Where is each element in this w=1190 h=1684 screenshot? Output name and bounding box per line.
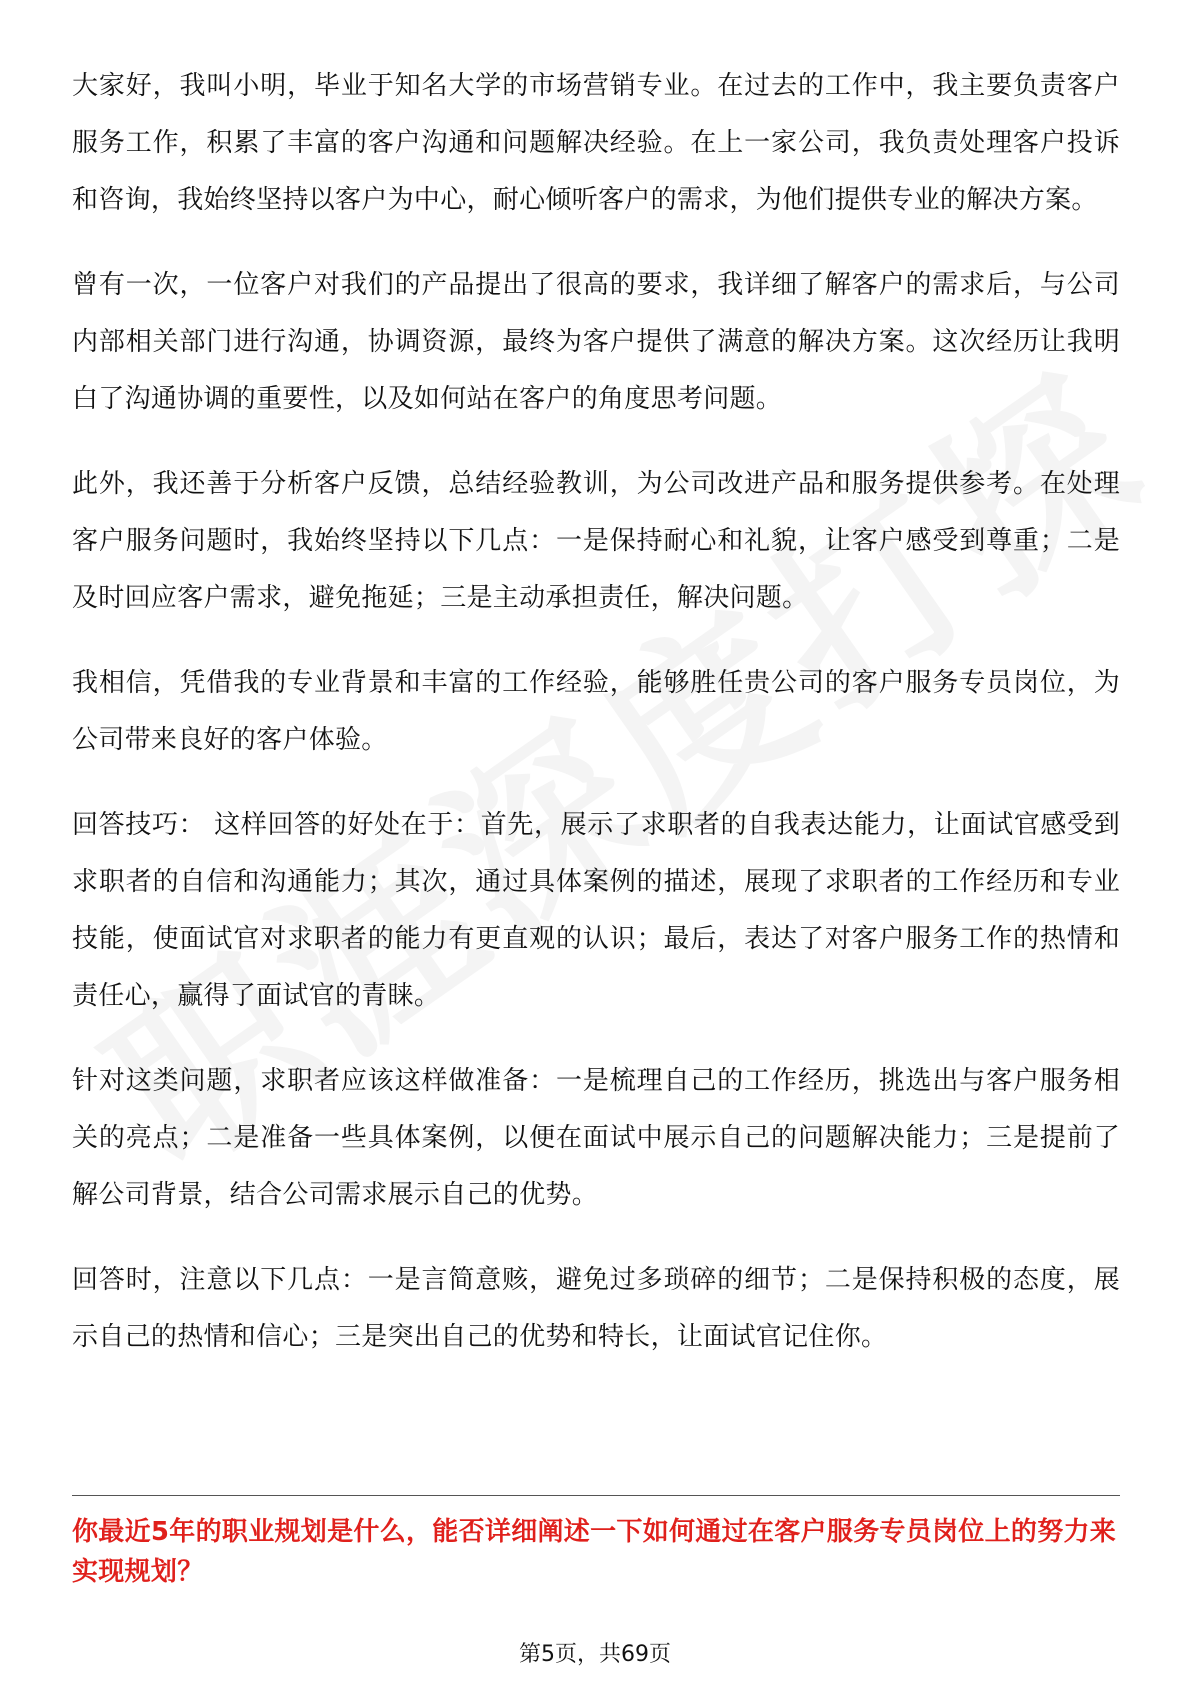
paragraph-notes: 回答时，注意以下几点：一是言简意赅，避免过多琐碎的细节；二是保持积极的态度，展示自己的热情和信心；三是突出自己的优势和特长，让面试官记住你。 [72,1265,1120,1352]
paragraph-tips: 回答技巧： 这样回答的好处在于：首先，展示了求职者的自我表达能力，让面试官感受到求职者的自信和沟通能力；其次，通过具体案例的描述，展现了求职者的工作经历和专业技能，使面试官对求职者的能力有更直观的认识；最后，表达了对客户服务工作的热情和责任心，赢得了面试官的青睐。 [72,810,1120,1011]
section-divider [72,1495,1120,1496]
paragraph-intro: 大家好，我叫小明，毕业于知名大学的市场营销专业。在过去的工作中，我主要负责客户服务工作，积累了丰富的客户沟通和问题解决经验。在上一家公司，我负责处理客户投诉和咨询，我始终坚持以客户为中心，耐心倾听客户的需求，为他们提供专业的解决方案。 [72,71,1120,215]
paragraph-skills: 此外，我还善于分析客户反馈，总结经验教训，为公司改进产品和服务提供参考。在处理客户服务问题时，我始终坚持以下几点：一是保持耐心和礼貌，让客户感受到尊重；二是及时回应客户需求，避免拖延；三是主动承担责任，解决问题。 [72,469,1120,613]
paragraph-preparation: 针对这类问题，求职者应该这样做准备：一是梳理自己的工作经历，挑选出与客户服务相关的亮点；二是准备一些具体案例，以便在面试中展示自己的问题解决能力；三是提前了解公司背景，结合公司需求展示自己的优势。 [72,1066,1120,1210]
paragraph-conclusion: 我相信，凭借我的专业背景和丰富的工作经验，能够胜任贵公司的客户服务专员岗位，为公司带来良好的客户体验。 [72,668,1120,755]
answer-body [72,58,1120,1394]
paragraph-example: 曾有一次，一位客户对我们的产品提出了很高的要求，我详细了解客户的需求后，与公司内部相关部门进行沟通，协调资源，最终为客户提供了满意的解决方案。这次经历让我明白了沟通协调的重要性，以及如何站在客户的角度思考问题。 [72,270,1120,414]
page-number: 第5页，共69页 [519,1642,671,1667]
question-heading: 你最近5年的职业规划是什么，能否详细阐述一下如何通过在客户服务专员岗位上的努力来实现规划？ [72,1517,1117,1587]
